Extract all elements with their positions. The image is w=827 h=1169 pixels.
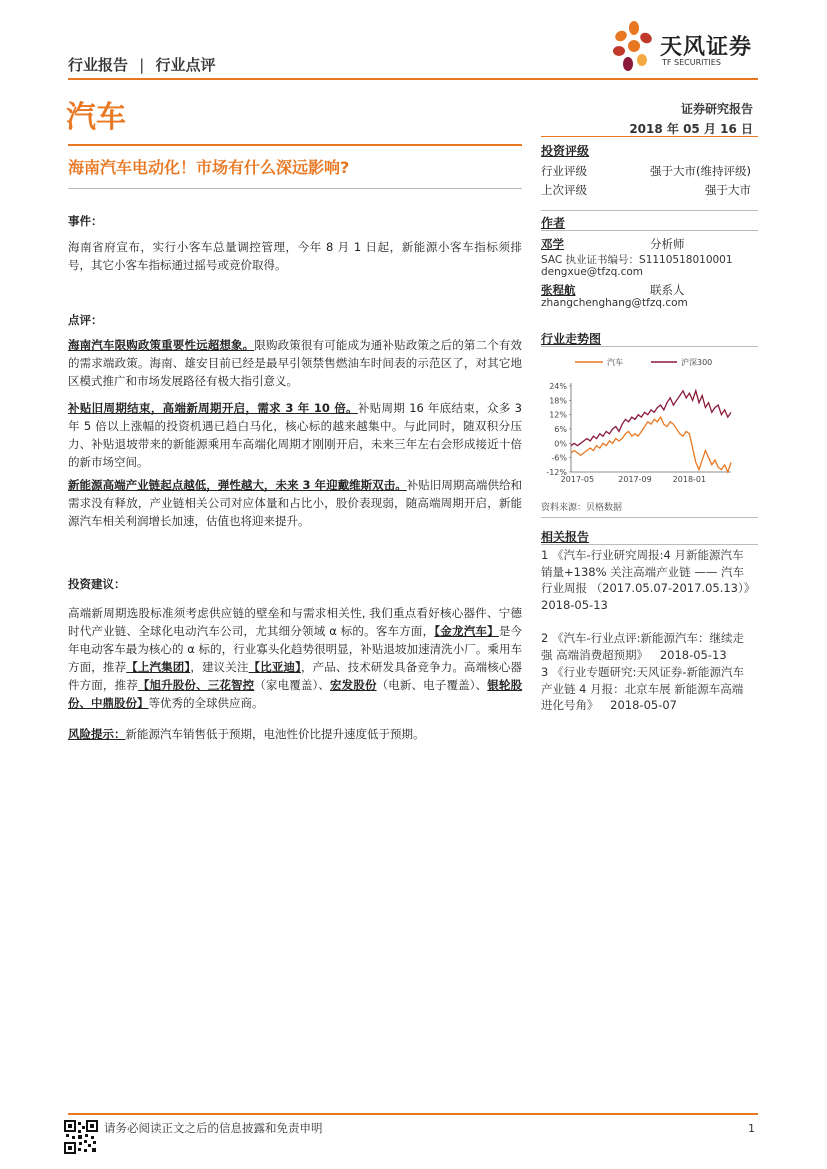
author-1-cert (541, 252, 733, 267)
headline-rule (68, 188, 522, 189)
qr-code-icon (64, 1120, 98, 1154)
advice-text-c: 是今年电动客车最为核心的 α 标的，行业寡头化趋势很明显，补贴退坡加速清洗小厂。乘用车方面，推荐 (68, 624, 523, 674)
chart-source: 资料来源：贝格数据 (541, 503, 623, 513)
stock-byd: 【比亚迪】 (248, 660, 302, 674)
author-1-role: 分析师 (650, 237, 685, 251)
logo-flower-icon (608, 20, 656, 74)
chart-bottom-rule (541, 517, 758, 518)
industry-rating-value: 强于大市(维持评级) (650, 164, 751, 178)
previous-rating-value: 强于大市 (705, 183, 751, 197)
risk-paragraph (68, 725, 522, 743)
advice-heading: 投资建议： (68, 577, 126, 591)
related-report-3[interactable] (541, 664, 753, 714)
legend-label-auto: 汽车 (607, 358, 623, 367)
related-report-1[interactable] (541, 547, 756, 613)
related-report-3-date: 2018-05-07 (610, 698, 677, 712)
p3-lead: 新能源高端产业链起点越低，弹性越大，未来 3 年迎戴维斯双击。 (68, 478, 407, 492)
advice-paragraph (68, 604, 522, 712)
advice-text-g: ，产品、技术研发具备竞争力。高端核心器件方面，推荐 (68, 660, 523, 692)
author-2-role: 联系人 (650, 283, 685, 297)
y-tick-label: 24% (549, 382, 567, 391)
industry-trend-chart (541, 351, 758, 486)
author-1-cert-number: S1110518010001 (639, 254, 733, 266)
author-1-name: 邓学 (541, 237, 564, 251)
header-rule (68, 78, 758, 80)
page-number: 1 (748, 1122, 755, 1135)
author-2-email[interactable]: zhangchenghang@tfzq.com (541, 297, 688, 309)
advice-text-i: （家电覆盖）、 (254, 678, 331, 692)
industry-rating-label: 行业评级 (541, 164, 587, 178)
comment-paragraph-1 (68, 336, 522, 390)
logo-text-cn: 天风证券 (660, 35, 753, 60)
previous-rating-label: 上次评级 (541, 183, 587, 197)
report-date: 2018 年 05 月 16 日 (629, 122, 753, 136)
footer-rule (68, 1113, 758, 1115)
title-rule-right (541, 136, 758, 137)
y-tick-label: -6% (551, 453, 567, 463)
risk-label: 风险提示： (68, 727, 126, 741)
rating-rule (541, 210, 758, 211)
series-line-hs300 (571, 391, 731, 446)
chart-legend (575, 357, 712, 367)
report-type: 证券研究报告 (680, 102, 753, 116)
series-line-auto (571, 417, 731, 472)
author-1-cert-label: SAC 执业证书编号： (541, 254, 640, 266)
company-logo (608, 20, 758, 76)
stock-hongfa: 宏发股份 (330, 678, 377, 692)
category-separator: | (139, 56, 145, 74)
p3-text: 补贴旧周期高端供给和需求没有释放，产业链相关公司对应体量和占比小，股价表现弱，随高端周期开启，新能源汽车相关利润增长加速，估值也将迎来提升。 (68, 478, 522, 528)
authors-rule (541, 230, 758, 231)
risk-text: 新能源汽车销售低于预期，电池性价比提升速度低于预期。 (125, 727, 425, 741)
author-1-email[interactable]: dengxue@tfzq.com (541, 266, 644, 278)
related-report-2-date: 2018-05-13 (659, 647, 727, 662)
subcategory-label: 行业点评 (155, 56, 216, 74)
footer-notice: 请务必阅读正文之后的信息披露和免责申明 (104, 1121, 323, 1135)
advice-text-k: （电新、电子覆盖）、 (376, 678, 488, 692)
stock-xusheng-sanhua: 【旭升股份、三花智控 (137, 678, 255, 692)
x-tick-label: 2017-05 (560, 475, 595, 484)
author-2-name: 张程航 (541, 283, 576, 297)
event-heading: 事件： (68, 214, 103, 228)
p1-text: 限购政策很有可能成为通补贴政策之后的第二个有效的需求端政策。海南、雄安目前已经是最早引领禁售燃油车时间表的示范区了，对其它地区模式推广和市场发展路径有极大指引意义。 (68, 338, 523, 388)
chart-heading: 行业走势图 (541, 332, 602, 346)
y-tick-label: 12% (549, 410, 567, 420)
rating-heading: 投资评级 (541, 144, 590, 158)
headline: 海南汽车电动化！市场有什么深远影响? (68, 158, 350, 177)
advice-text-e: ，建议关注 (190, 660, 249, 674)
stock-jinlong: 【金龙汽车】 (434, 624, 499, 638)
advice-text-a: 高端新周期选股标准须考虑供应链的壁垒和与需求相关性, 我们重点看好核心器件、宁德时代产业链、全球化电动汽车公司，尤其细分领域 α 标的。客车方面， (68, 606, 522, 638)
y-tick-label: 0% (554, 439, 567, 449)
p2-text: 补贴周期 16 年底结束，众多 3 年 5 倍以上涨幅的投资机遇已趋白马化，核心标的越来越集中。与此同时，随双积分压力、补贴退坡带来的新能源乘用车高端化周期才刚刚开启，未来三年左右会形成接近十倍的新市场空间。 (68, 401, 522, 469)
event-text: 海南省府宣布，实行小客车总量调控管理，今年 8 月 1 日起，新能源小客车指标须排号，其它小客车指标通过摇号或竞价取得。 (68, 240, 522, 272)
related-report-3-title[interactable]: 3 《行业专题研究:天风证券-新能源汽车产业链 4 月报：北京车展 新能源车高端进化号角》 (541, 665, 744, 712)
report-category (68, 54, 216, 75)
sector-title: 汽车 (66, 100, 126, 135)
y-tick-label: 6% (554, 425, 567, 434)
title-rule-left (68, 144, 522, 146)
comment-paragraph-3 (68, 476, 522, 530)
related-report-2-title[interactable]: 2 《汽车-行业点评:新能源汽车：继续走强 高端消费超预期》 (541, 631, 744, 662)
p2-lead: 补贴旧周期结束，高端新周期开启，需求 3 年 10 倍。 (68, 401, 358, 415)
x-tick-label: 2018-01 (672, 475, 707, 484)
y-tick-label: 18% (549, 396, 567, 406)
chart-plot-area (546, 382, 731, 484)
authors-heading: 作者 (541, 216, 566, 230)
logo-text-en: TF SECURITIES (662, 58, 721, 67)
chart-rule (541, 346, 758, 347)
comment-paragraph-2 (68, 399, 522, 471)
related-report-2[interactable] (541, 630, 753, 663)
x-tick-label: 2017-09 (618, 475, 652, 484)
comment-heading: 点评： (68, 313, 103, 327)
y-tick-label: -12% (546, 468, 567, 477)
related-report-1-title[interactable]: 1 《汽车-行业研究周报:4 月新能源汽车销量+138% 关注高端产业链 —— 汽车行业周报 （2017.05.07-2017.05.13）》 (541, 548, 756, 595)
advice-text-m: 等优秀的全球供应商。 (148, 696, 264, 710)
stock-saic: 【上汽集团】 (126, 660, 191, 674)
category-label: 行业报告 (68, 56, 129, 74)
related-heading: 相关报告 (541, 530, 590, 544)
related-rule (541, 544, 758, 545)
related-report-1-date: 2018-05-13 (541, 597, 608, 612)
legend-label-hs300: 沪深300 (681, 358, 713, 367)
stock-yinlun-zhongding: 银轮股份、中鼎股份】 (68, 678, 523, 710)
p1-lead: 海南汽车限购政策重要性远超想象。 (68, 338, 255, 352)
